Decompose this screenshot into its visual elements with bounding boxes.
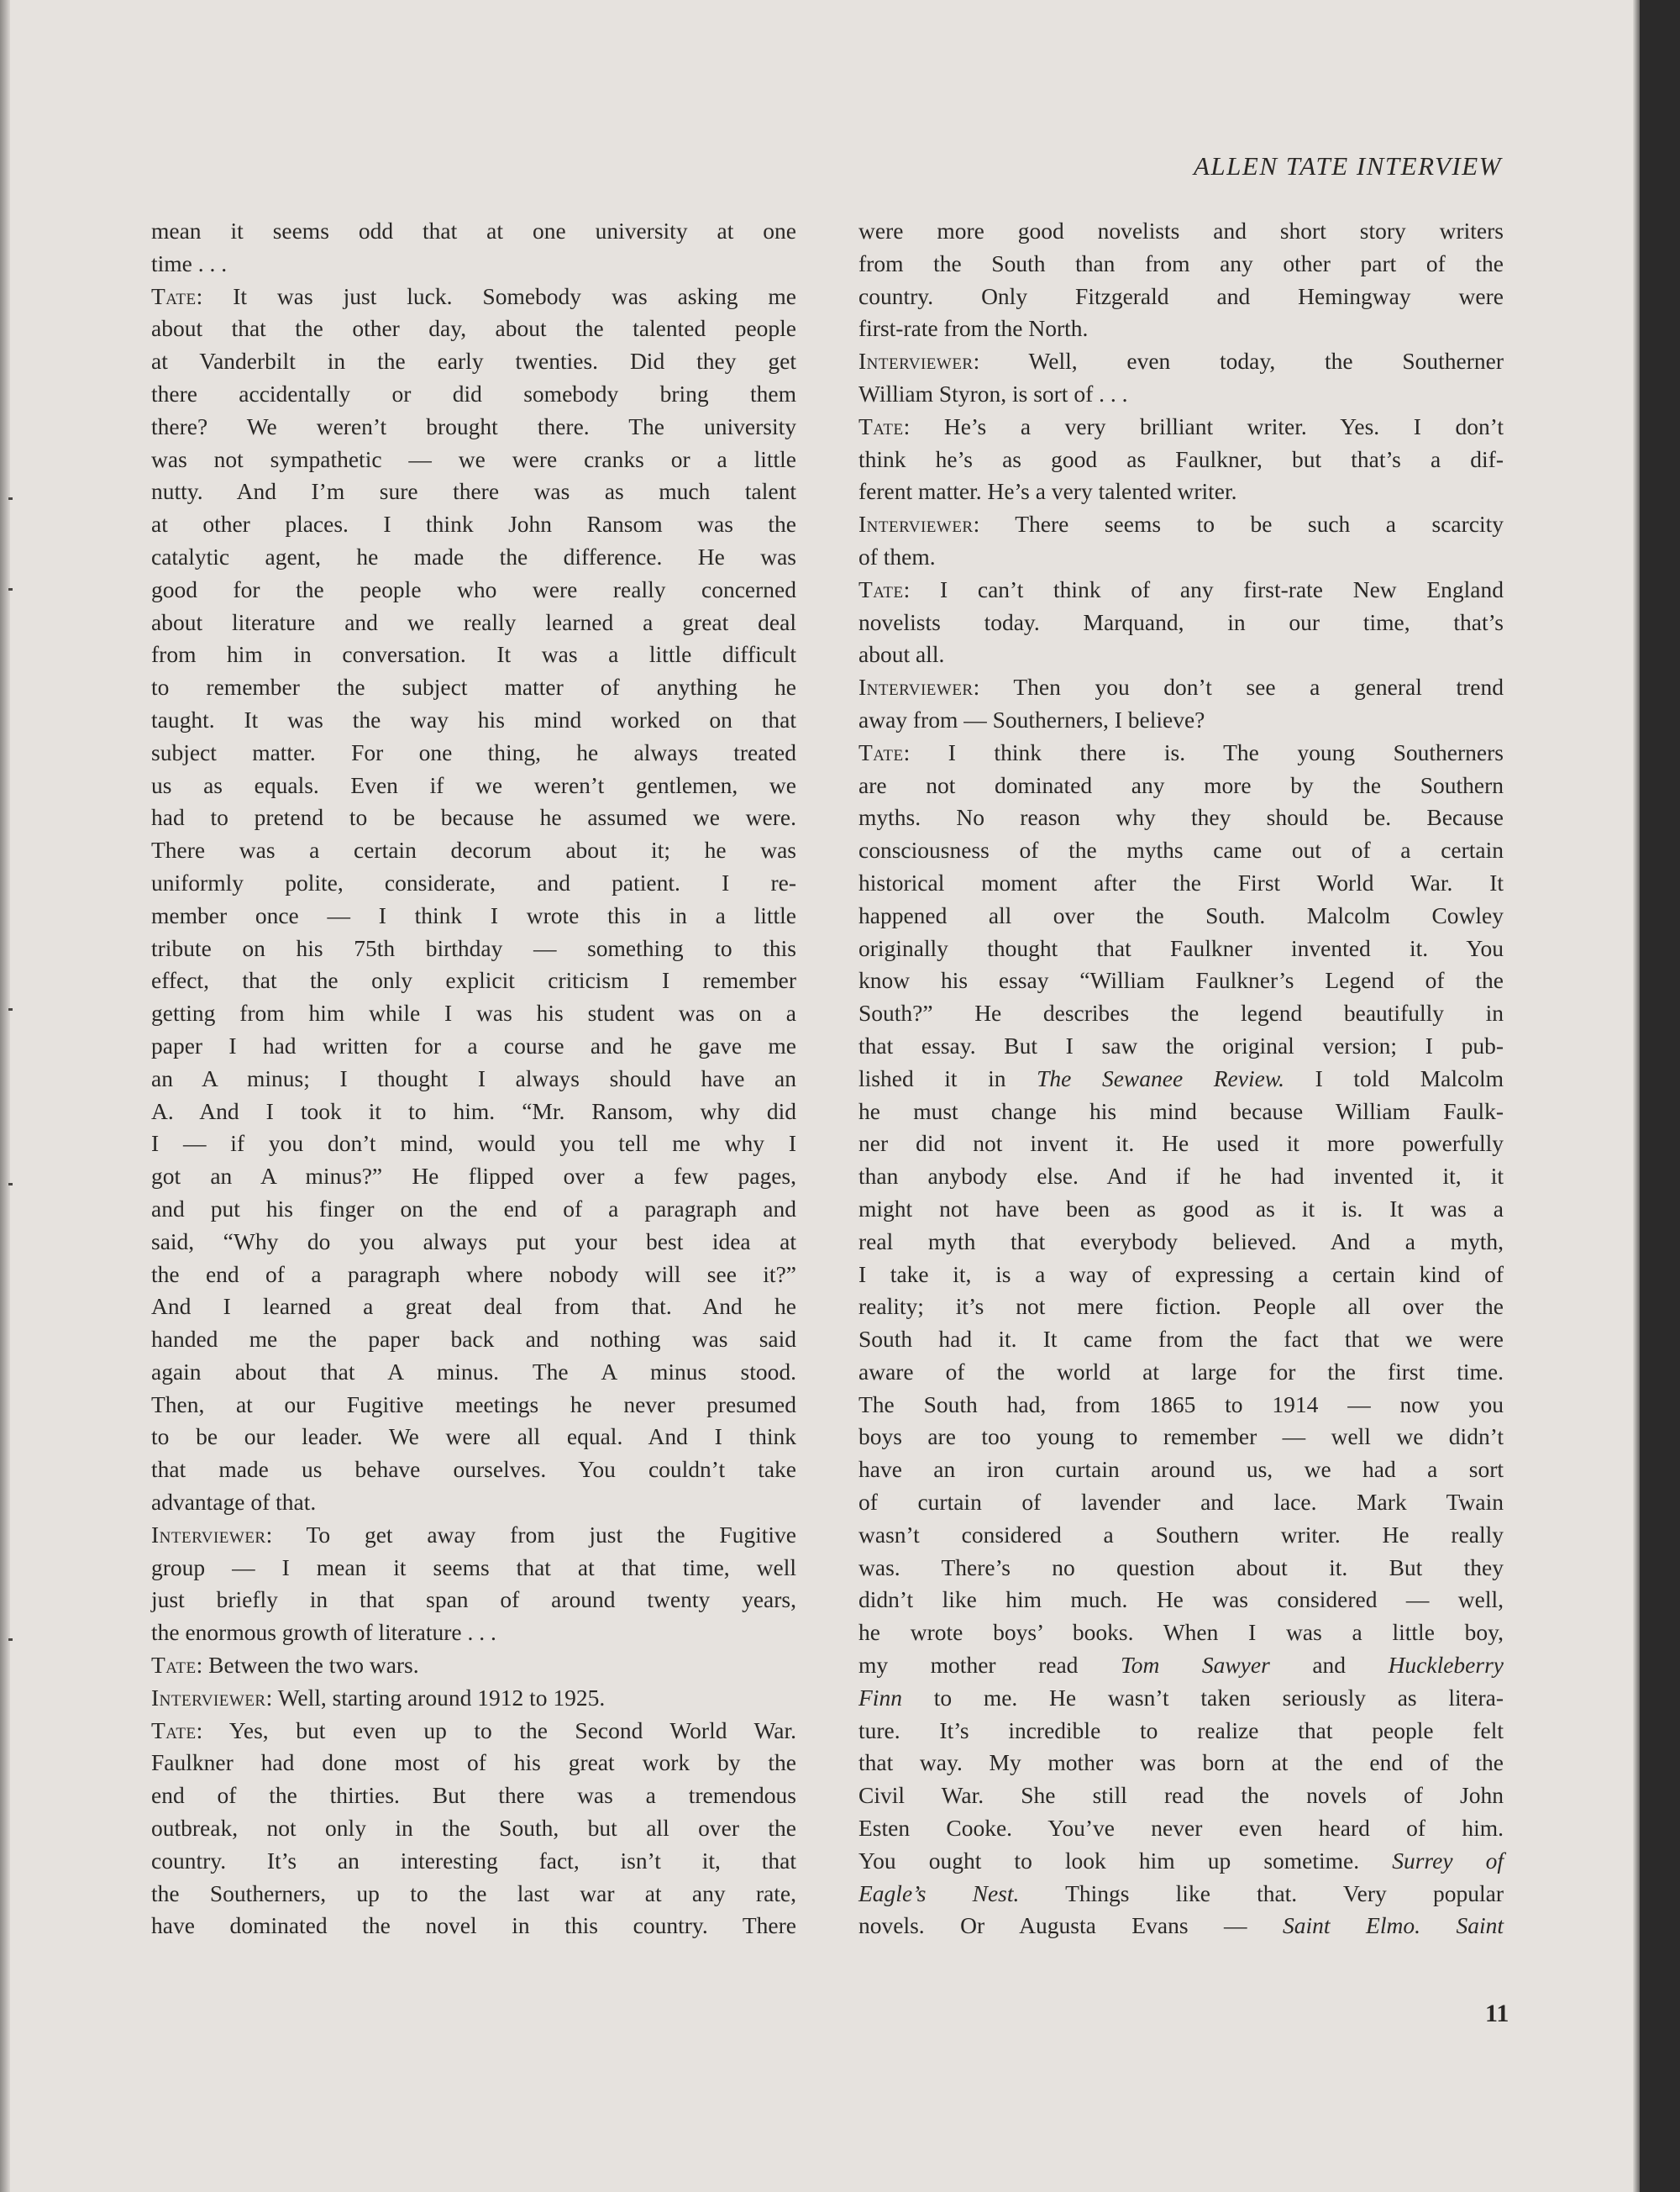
text-run: And I learned a great deal from that. And he (151, 1293, 796, 1320)
text-run: consciousness of the myths came out of a certain (858, 837, 1504, 864)
text-run: country. Only Fitzgerald and Hemingway were (858, 282, 1504, 309)
text-line (151, 867, 796, 900)
text-run: paper I had written for a course and he gave me (151, 1032, 796, 1059)
text-line (858, 1421, 1504, 1453)
text-run: got an A minus?” He flipped over a few pages, (151, 1163, 796, 1190)
text-line (858, 1290, 1504, 1323)
text-run: there accidentally or did somebody bring them (151, 380, 796, 407)
text-run: country. It’s an interesting fact, isn’t it, that (151, 1847, 796, 1874)
text-run: : Well, even today, the Southerner (973, 348, 1504, 375)
page-right-edge (1640, 0, 1680, 2192)
text-run: ture. It’s incredible to realize that people felt (858, 1716, 1504, 1743)
text-line (151, 737, 796, 770)
text-line (151, 1552, 796, 1585)
text-run: ner did not invent it. He used it more powerfully (858, 1130, 1504, 1157)
text-run: of them. (858, 543, 936, 570)
text-line (858, 476, 1504, 508)
text-line (858, 313, 1504, 345)
text-run: Faulkner had done most of his great work by the (151, 1749, 796, 1776)
text-run: member once — I think I wrote this in a little (151, 902, 796, 928)
text-line (858, 1356, 1504, 1389)
text-run: handed me the paper back and nothing was said (151, 1326, 796, 1353)
page-left-edge (0, 0, 10, 2192)
text-run: and put his finger on the end of a paragraph and (151, 1195, 796, 1222)
text-line (858, 1096, 1504, 1128)
speaker-label: Tate (151, 282, 197, 309)
text-line (151, 1128, 796, 1160)
text-line (858, 411, 1504, 444)
text-line (858, 1259, 1504, 1291)
text-run: : Then you don’t see a general trend (973, 674, 1504, 701)
text-run: I told Malcolm (1284, 1064, 1504, 1091)
text-run: : He’s a very brilliant writer. Yes. I don’t (903, 413, 1504, 439)
italic-title: Tom Sawyer (1120, 1652, 1270, 1679)
text-line (858, 965, 1504, 997)
text-line (858, 1779, 1504, 1812)
text-run: to be our leader. We were all equal. And I think (151, 1423, 796, 1450)
text-run: historical moment after the First World War. It (858, 869, 1504, 896)
text-line (858, 704, 1504, 737)
text-run: : Between the two wars. (196, 1652, 419, 1679)
text-run: wasn’t considered a Southern writer. He really (858, 1521, 1504, 1548)
text-line (151, 248, 796, 281)
text-run: lished it in (858, 1064, 1037, 1091)
text-line (858, 1747, 1504, 1779)
margin-mark (8, 1638, 13, 1641)
text-line (151, 313, 796, 345)
text-line (151, 411, 796, 444)
text-run: about literature and we really learned a great deal (151, 608, 796, 635)
text-line (151, 476, 796, 508)
text-line (858, 1845, 1504, 1878)
text-run: : To get away from just the Fugitive (265, 1521, 796, 1548)
text-line (151, 1160, 796, 1193)
text-run: : Well, starting around 1912 to 1925. (265, 1684, 606, 1711)
text-line (151, 1747, 796, 1779)
italic-title: Huckleberry (1388, 1652, 1504, 1679)
text-line (858, 281, 1504, 313)
text-run: Civil War. She still read the novels of John (858, 1782, 1504, 1809)
text-line (151, 1096, 796, 1128)
text-line (858, 1519, 1504, 1552)
text-run: I — if you don’t mind, would you tell me why I (151, 1130, 796, 1157)
text-line (151, 1226, 796, 1259)
text-line (151, 802, 796, 834)
text-line (151, 997, 796, 1030)
text-run: South?” He describes the legend beautifully in (858, 1000, 1504, 1027)
italic-title: The Sewanee Review. (1037, 1064, 1284, 1091)
text-run: think he’s as good as Faulkner, but that’s a dif- (858, 445, 1504, 472)
text-line (151, 1682, 796, 1715)
text-run: novelists today. Marquand, in our time, that’s (858, 608, 1504, 635)
speaker-label: Tate (858, 739, 904, 765)
text-line (151, 508, 796, 541)
text-line (151, 1063, 796, 1096)
text-run: Things like that. Very popular (1019, 1879, 1504, 1906)
text-line (858, 1453, 1504, 1486)
text-run: was. There’s no question about it. But they (858, 1553, 1504, 1580)
text-line (858, 997, 1504, 1030)
text-run: aware of the world at large for the first time. (858, 1358, 1504, 1385)
text-line (151, 1259, 796, 1291)
speaker-label: Interviewer (858, 674, 974, 701)
text-line (151, 965, 796, 997)
text-run: outbreak, not only in the South, but all over the (151, 1815, 796, 1842)
text-line (151, 900, 796, 933)
text-run: Then, at our Fugitive meetings he never presumed (151, 1390, 796, 1417)
text-line (858, 671, 1504, 704)
text-line (151, 378, 796, 411)
text-line (858, 508, 1504, 541)
text-line (151, 1421, 796, 1453)
text-run: might not have been as good as it is. It was a (858, 1195, 1504, 1222)
text-line (858, 1486, 1504, 1519)
text-line (151, 1584, 796, 1616)
text-line (151, 704, 796, 737)
text-line (151, 1323, 796, 1356)
text-line (151, 1453, 796, 1486)
text-line (858, 1682, 1504, 1715)
text-run: have dominated the novel in this country. There (151, 1912, 796, 1939)
text-line (151, 1356, 796, 1389)
text-line (151, 215, 796, 248)
text-line (858, 444, 1504, 476)
text-line (151, 770, 796, 802)
text-run: again about that A minus. The A minus stood. (151, 1358, 796, 1385)
text-line (151, 345, 796, 378)
text-line (151, 1715, 796, 1748)
text-run: to remember the subject matter of anything he (151, 674, 796, 701)
text-line (858, 900, 1504, 933)
text-run: the enormous growth of literature . . . (151, 1619, 496, 1646)
text-line (858, 378, 1504, 411)
text-run: my mother read (858, 1652, 1121, 1679)
text-run: an A minus; I thought I always should have an (151, 1064, 796, 1091)
text-run: : I think there is. The young Southerners (903, 739, 1504, 765)
running-header: ALLEN TATE INTERVIEW (1193, 151, 1502, 181)
text-run: boys are too young to remember — well we didn’t (858, 1423, 1504, 1450)
text-line (858, 1649, 1504, 1682)
text-run: catalytic agent, he made the difference. He was (151, 543, 796, 570)
text-run: that made us behave ourselves. You couldn’t take (151, 1456, 796, 1483)
text-line (151, 834, 796, 867)
text-line (151, 444, 796, 476)
text-line (858, 834, 1504, 867)
text-run: There was a certain decorum about it; he was (151, 837, 796, 864)
text-run: he wrote boys’ books. When I was a little boy, (858, 1619, 1504, 1646)
text-line (151, 607, 796, 639)
text-run: : It was just luck. Somebody was asking me (196, 282, 796, 309)
margin-mark (8, 1008, 13, 1011)
text-run: was not sympathetic — we were cranks or a little (151, 445, 796, 472)
text-line (858, 1584, 1504, 1616)
text-line (858, 1128, 1504, 1160)
text-run: and (1269, 1652, 1389, 1679)
text-run: happened all over the South. Malcolm Cowley (858, 902, 1504, 928)
text-run: to me. He wasn’t taken seriously as litera- (901, 1684, 1504, 1711)
text-line (858, 737, 1504, 770)
text-line (151, 1030, 796, 1063)
text-run: end of the thirties. But there was a tremendous (151, 1782, 796, 1809)
text-line (858, 867, 1504, 900)
text-run: than anybody else. And if he had invented it, it (858, 1163, 1504, 1190)
text-line (151, 1616, 796, 1649)
text-line (858, 215, 1504, 248)
text-run: that essay. But I saw the original version; I pub- (858, 1032, 1504, 1059)
text-line (151, 281, 796, 313)
text-run: about all. (858, 641, 945, 668)
speaker-label: Interviewer (858, 511, 974, 538)
text-run: : Yes, but even up to the Second World War. (196, 1716, 796, 1743)
speaker-label: Interviewer (858, 348, 974, 375)
text-line (858, 1715, 1504, 1748)
text-line (151, 1519, 796, 1552)
text-line (858, 1389, 1504, 1422)
text-run: away from — Southerners, I believe? (858, 706, 1205, 733)
text-run: of curtain of lavender and lace. Mark Twain (858, 1489, 1504, 1516)
text-line (151, 1290, 796, 1323)
text-line (151, 933, 796, 965)
italic-title: Saint Elmo. Saint (1283, 1912, 1504, 1939)
text-run: us as equals. Even if we weren’t gentlemen, we (151, 771, 796, 798)
text-run: tribute on his 75th birthday — something to this (151, 934, 796, 961)
speaker-label: Tate (858, 413, 904, 439)
text-run: getting from him while I was his student was on a (151, 1000, 796, 1027)
text-line (151, 639, 796, 671)
text-line (858, 1063, 1504, 1096)
text-run: mean it seems odd that at one university at one (151, 218, 796, 244)
text-line (858, 345, 1504, 378)
text-line (151, 1193, 796, 1226)
speaker-label: Tate (151, 1716, 197, 1743)
text-line (858, 1193, 1504, 1226)
margin-mark (8, 1183, 13, 1185)
text-run: there? We weren’t brought there. The university (151, 413, 796, 439)
text-run: about that the other day, about the talented people (151, 315, 796, 342)
text-run: South had it. It came from the fact that we were (858, 1326, 1504, 1353)
text-run: myths. No reason why they should be. Because (858, 804, 1504, 831)
text-run: first-rate from the North. (858, 315, 1089, 342)
text-run: uniformly polite, considerate, and patient. I re- (151, 869, 796, 896)
text-run: The South had, from 1865 to 1914 — now you (858, 1390, 1504, 1417)
text-run: that way. My mother was born at the end of the (858, 1749, 1504, 1776)
text-line (858, 541, 1504, 574)
text-run: the Southerners, up to the last war at any rate, (151, 1879, 796, 1906)
speaker-label: Tate (858, 576, 904, 602)
text-line (858, 1878, 1504, 1911)
text-run: group — I mean it seems that at that time, well (151, 1553, 796, 1580)
text-run: originally thought that Faulkner invented it. You (858, 934, 1504, 961)
text-line (858, 770, 1504, 802)
text-run: didn’t like him much. He was considered — well, (858, 1586, 1504, 1613)
text-run: : I can’t think of any first-rate New England (903, 576, 1504, 602)
text-line (151, 671, 796, 704)
text-run: : There seems to be such a scarcity (973, 511, 1504, 538)
italic-title: Finn (858, 1684, 902, 1711)
text-run: advantage of that. (151, 1489, 317, 1516)
page-number: 11 (1485, 2000, 1509, 2027)
text-run: he must change his mind because William Faulk- (858, 1097, 1504, 1124)
speaker-label: Interviewer (151, 1521, 266, 1548)
text-line (151, 1779, 796, 1812)
text-line (858, 607, 1504, 639)
text-run: taught. It was the way his mind worked on that (151, 706, 796, 733)
text-line (858, 574, 1504, 607)
text-run: time . . . (151, 250, 228, 276)
italic-title: Surrey of (1392, 1847, 1504, 1874)
text-run: good for the people who were really concerned (151, 576, 796, 602)
text-run: the end of a paragraph where nobody will see it?” (151, 1260, 796, 1287)
text-line (151, 541, 796, 574)
text-run: I take it, is a way of expressing a certain kind of (858, 1260, 1504, 1287)
text-run: at other places. I think John Ransom was the (151, 511, 796, 538)
text-run: at Vanderbilt in the early twenties. Did they get (151, 348, 796, 375)
text-run: had to pretend to be because he assumed we were. (151, 804, 796, 831)
text-line (151, 1389, 796, 1422)
text-run: have an iron curtain around us, we had a sort (858, 1456, 1504, 1483)
text-run: Esten Cooke. You’ve never even heard of him. (858, 1815, 1504, 1842)
text-run: know his essay “William Faulkner’s Legend of the (858, 967, 1504, 994)
text-line (151, 1845, 796, 1878)
text-line (858, 1160, 1504, 1193)
text-run: were more good novelists and short story writers (858, 218, 1504, 244)
text-line (151, 1486, 796, 1519)
text-run: nutty. And I’m sure there was as much talent (151, 478, 796, 505)
text-run: real myth that everybody believed. And a myth, (858, 1227, 1504, 1254)
speaker-label: Tate (151, 1652, 197, 1679)
text-line (858, 1323, 1504, 1356)
text-line (151, 574, 796, 607)
text-run: subject matter. For one thing, he always treated (151, 739, 796, 765)
margin-mark (8, 588, 13, 591)
text-line (858, 1226, 1504, 1259)
text-line (858, 933, 1504, 965)
text-line (151, 1649, 796, 1682)
text-run: just briefly in that span of around twenty years, (151, 1586, 796, 1613)
text-run: ferent matter. He’s a very talented writer. (858, 478, 1237, 505)
text-line (858, 1030, 1504, 1063)
text-line (858, 1812, 1504, 1845)
text-run: from him in conversation. It was a little difficult (151, 641, 796, 668)
text-run: William Styron, is sort of . . . (858, 380, 1128, 407)
text-run: from the South than from any other part of the (858, 250, 1504, 276)
text-line (858, 802, 1504, 834)
speaker-label: Interviewer (151, 1684, 266, 1711)
text-line (151, 1910, 796, 1942)
text-line (858, 248, 1504, 281)
text-line (858, 1616, 1504, 1649)
right-column (858, 215, 1504, 1942)
margin-mark (8, 497, 13, 500)
italic-title: Eagle’s Nest. (858, 1879, 1020, 1906)
text-line (858, 639, 1504, 671)
text-line (858, 1552, 1504, 1585)
text-run: effect, that the only explicit criticism I remember (151, 967, 796, 994)
left-column (151, 215, 796, 1942)
text-run: said, “Why do you always put your best idea at (151, 1227, 796, 1254)
text-run: You ought to look him up sometime. (858, 1847, 1393, 1874)
text-run: novels. Or Augusta Evans — (858, 1912, 1284, 1939)
text-line (151, 1812, 796, 1845)
text-run: A. And I took it to him. “Mr. Ransom, why did (151, 1097, 796, 1124)
text-run: are not dominated any more by the Southern (858, 771, 1504, 798)
text-run: reality; it’s not mere fiction. People all over the (858, 1293, 1504, 1320)
text-line (858, 1910, 1504, 1942)
text-line (151, 1878, 796, 1911)
